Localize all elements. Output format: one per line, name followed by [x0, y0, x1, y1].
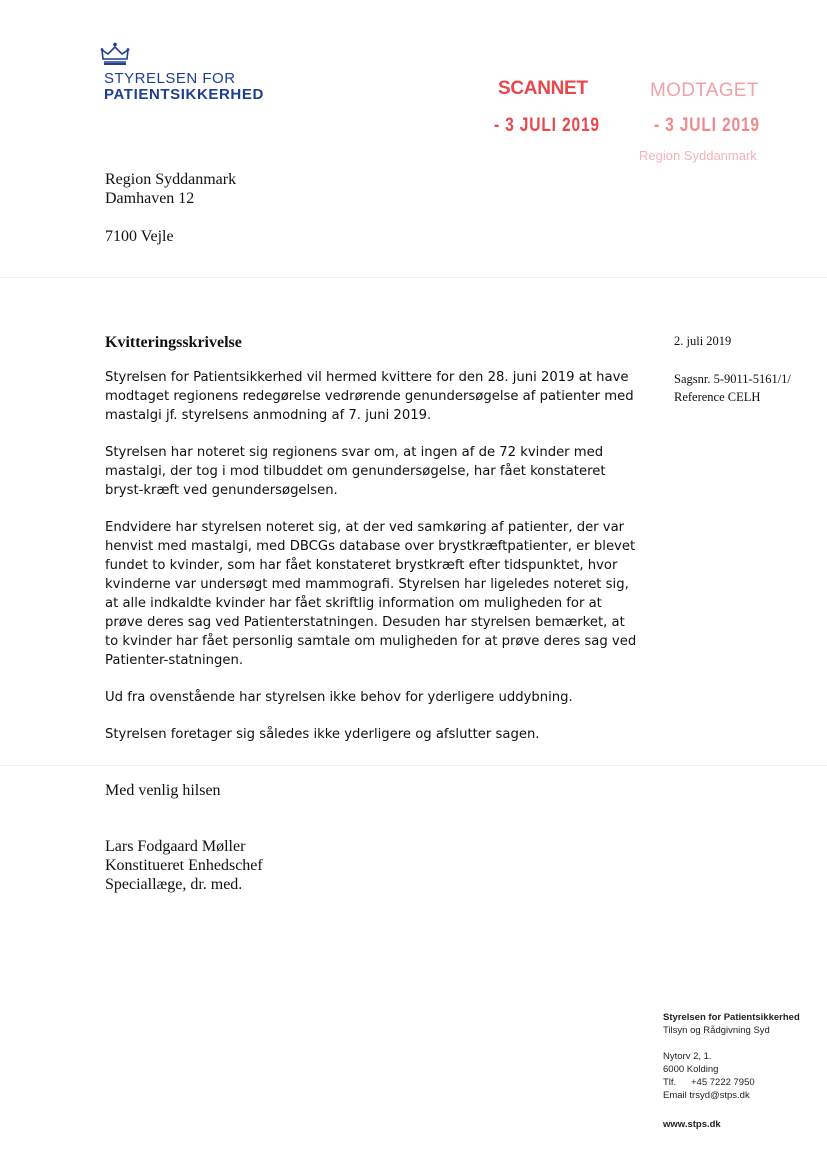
logo-text-line2: PATIENTSIKKERHED	[104, 86, 264, 103]
body-paragraph: Styrelsen foretager sig således ikke yderligere og afslutter sagen.	[105, 727, 540, 742]
closing-greeting: Med venlig hilsen	[105, 782, 221, 799]
footer-website: www.stps.dk	[663, 1119, 721, 1130]
footer-phone	[663, 1076, 755, 1089]
modtaget-stamp-label: MODTAGET	[650, 80, 759, 101]
body-paragraph: Styrelsen for Patientsikkerhed vil hermed kvittere for den 28. juni 2019 at have modtaget regionens redegørelse vedrørende genundersøgelse af patienter med mastalgi jf. styrelsens anmodning af 7. juni 2019.	[105, 370, 634, 423]
recipient-name: Region Syddanmark	[105, 171, 237, 188]
scan-line	[0, 277, 827, 278]
footer-phone-label: Tlf.	[663, 1077, 677, 1088]
case-number: Sagsnr. 5-9011-5161/1/	[674, 372, 791, 386]
footer-email: Email trsyd@stps.dk	[663, 1090, 750, 1101]
letter-title: Kvitteringsskrivelse	[105, 334, 242, 351]
body-paragraph: Endvidere har styrelsen noteret sig, at der ved samkøring af patienter, der var henvist med mastalgi, med DBCGs database over brystkræftpatienter, er blevet fundet to kvinder, som har fået konstateret brystkræft efter tidspunktet, hvor kvinderne var undersøgt med mammografi. Styrelsen har ligeledes noteret sig, at alle indkaldte kvinder har fået skriftlig information om muligheden for at prøve deres sag ved Patienterstatningen. Desuden har styrelsen bemærket, at to kvinder har fået personlig samtale om muligheden for at prøve deres sag ved Patienter-statningen.	[105, 520, 637, 668]
scan-line	[0, 765, 827, 766]
signer-title: Konstitueret Enhedschef	[105, 857, 263, 874]
case-reference: Reference CELH	[674, 390, 761, 404]
modtaget-stamp-region: Region Syddanmark	[639, 148, 757, 163]
recipient-city: 7100 Vejle	[105, 228, 174, 245]
footer-address-city: 6000 Kolding	[663, 1064, 719, 1075]
body-paragraph: Ud fra ovenstående har styrelsen ikke behov for yderligere uddybning.	[105, 690, 573, 705]
modtaget-stamp-date: - 3 JULI 2019	[654, 115, 760, 136]
footer-unit: Tilsyn og Rådgivning Syd	[663, 1025, 770, 1036]
recipient-street: Damhaven 12	[105, 190, 195, 207]
footer-org: Styrelsen for Patientsikkerhed	[663, 1012, 800, 1023]
letter-date: 2. juli 2019	[674, 334, 732, 348]
body-paragraph: Styrelsen har noteret sig regionens svar om, at ingen af de 72 kvinder med mastalgi, der tog i mod tilbuddet om genundersøgelse, har fået konstateret bryst-kræft ved genundersøgelsen.	[105, 445, 606, 498]
crown-icon	[100, 42, 130, 66]
footer-address-street: Nytorv 2, 1.	[663, 1051, 712, 1062]
letter-body	[105, 368, 640, 744]
scannet-stamp-date: - 3 JULI 2019	[494, 115, 600, 136]
logo-text-line1: STYRELSEN FOR	[104, 70, 236, 87]
footer-phone-number: +45 7222 7950	[691, 1077, 755, 1088]
signer-name: Lars Fodgaard Møller	[105, 838, 246, 855]
signer-credentials: Speciallæge, dr. med.	[105, 876, 243, 893]
scannet-stamp-label: SCANNET	[498, 78, 588, 99]
